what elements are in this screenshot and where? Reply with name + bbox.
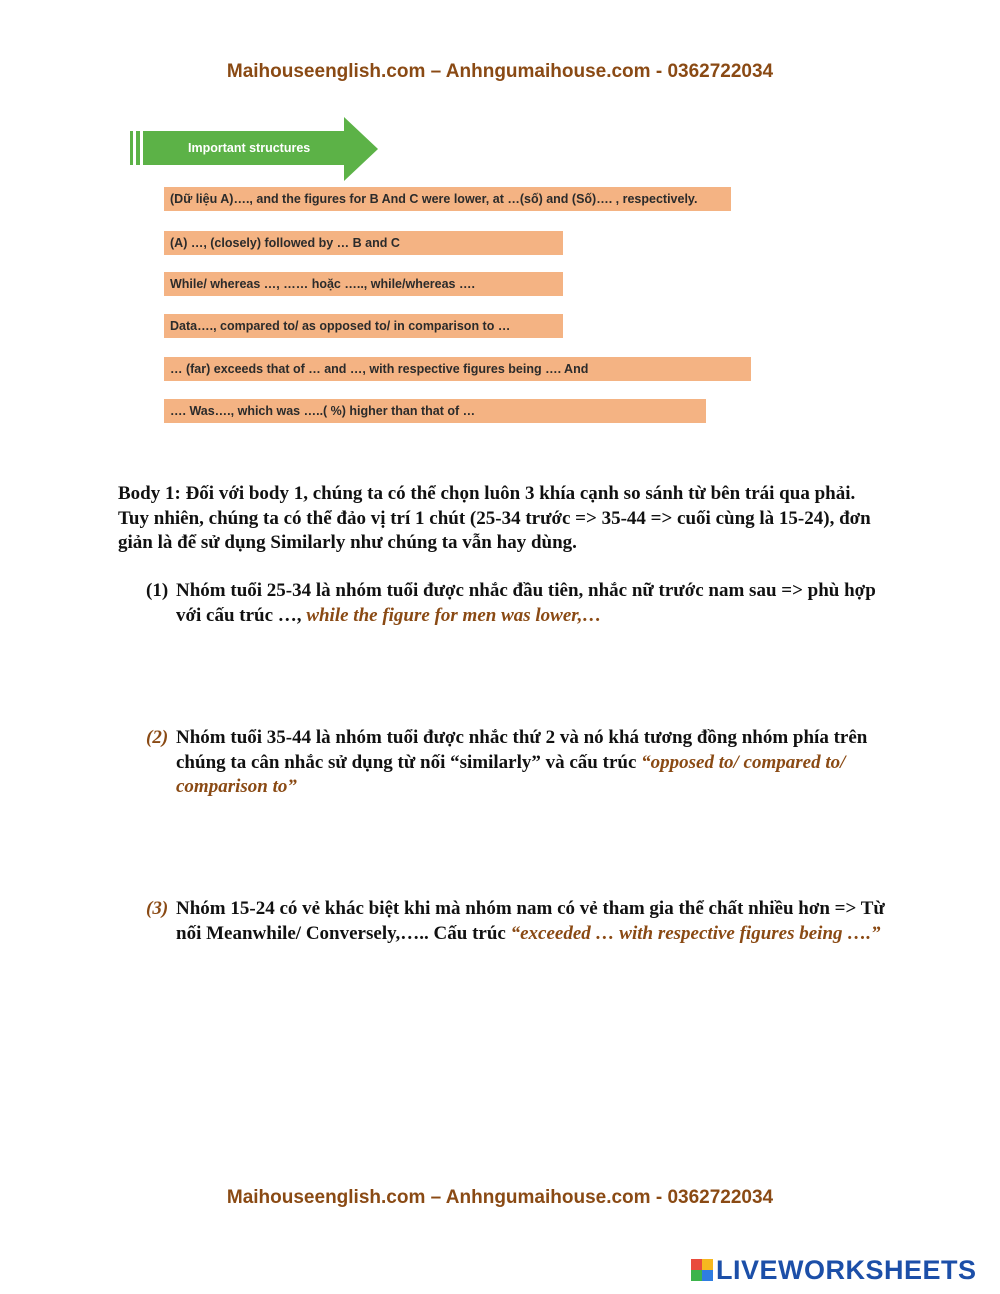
list-item — [146, 726, 886, 800]
watermark-text: LIVEWORKSHEETS — [716, 1254, 977, 1285]
item-number: (1) — [146, 580, 169, 601]
important-structures-arrow — [130, 117, 380, 181]
item-text — [176, 579, 886, 628]
item-text — [176, 726, 886, 800]
item-highlight: while the figure for men was lower,… — [306, 604, 602, 626]
list-item — [146, 579, 886, 628]
item-body: Nhóm 15-24 có vẻ khác biệt khi mà nhóm nam có vẻ tham gia thể chất nhiều hơn => Từ nối Meanwhile/ Conversely,….. Cấu trúc — [176, 898, 885, 944]
liveworksheets-watermark — [691, 1254, 977, 1286]
item-number: (3) — [146, 898, 169, 919]
structure-box: …. Was…., which was …..( %) higher than that of … — [164, 399, 706, 423]
page-header: Maihouseenglish.com – Anhngumaihouse.com - 0362722034 — [226, 61, 774, 82]
structure-box: … (far) exceeds that of … and …, with respective figures being …. And — [164, 357, 751, 381]
body1-paragraph: Body 1: Đối với body 1, chúng ta có thể chọn luôn 3 khía cạnh so sánh từ bên trái qua phải. Tuy nhiên, chúng ta có thể đảo vị trí 1 chút (25-34 trước => 35-44 => cuối cùng là 15-24), đơn giản là để sử dụng Similarly như chúng ta vẫn hay dùng. — [118, 483, 871, 553]
arrow-label: Important structures — [188, 141, 311, 155]
structure-box: (A) …, (closely) followed by … B and C — [164, 231, 563, 255]
page-footer: Maihouseenglish.com – Anhngumaihouse.com - 0362722034 — [226, 1187, 774, 1208]
liveworksheets-logo-icon — [691, 1259, 713, 1281]
item-number: (2) — [146, 727, 169, 748]
item-body: Nhóm tuổi 25-34 là nhóm tuổi được nhắc đầu tiên, nhắc nữ trước nam sau => phù hợp với cấu trúc …, — [176, 580, 876, 626]
item-highlight: “exceeded … with respective figures being ….” — [510, 922, 881, 944]
structure-box: While/ whereas …, …… hoặc ….., while/whereas …. — [164, 272, 563, 296]
structure-box: (Dữ liệu A)…., and the figures for B And C were lower, at …(số) and (Số)…. , respectively. — [164, 187, 731, 211]
item-body: Nhóm tuổi 35-44 là nhóm tuổi được nhắc thứ 2 và nó khá tương đồng nhóm phía trên chúng ta cân nhắc sử dụng từ nối “similarly” và cấu trúc — [176, 727, 868, 773]
structure-box: Data…., compared to/ as opposed to/ in comparison to … — [164, 314, 563, 338]
item-highlight: “opposed to/ compared to/ comparison to” — [176, 751, 846, 797]
item-text — [176, 897, 886, 946]
list-item — [146, 897, 886, 946]
